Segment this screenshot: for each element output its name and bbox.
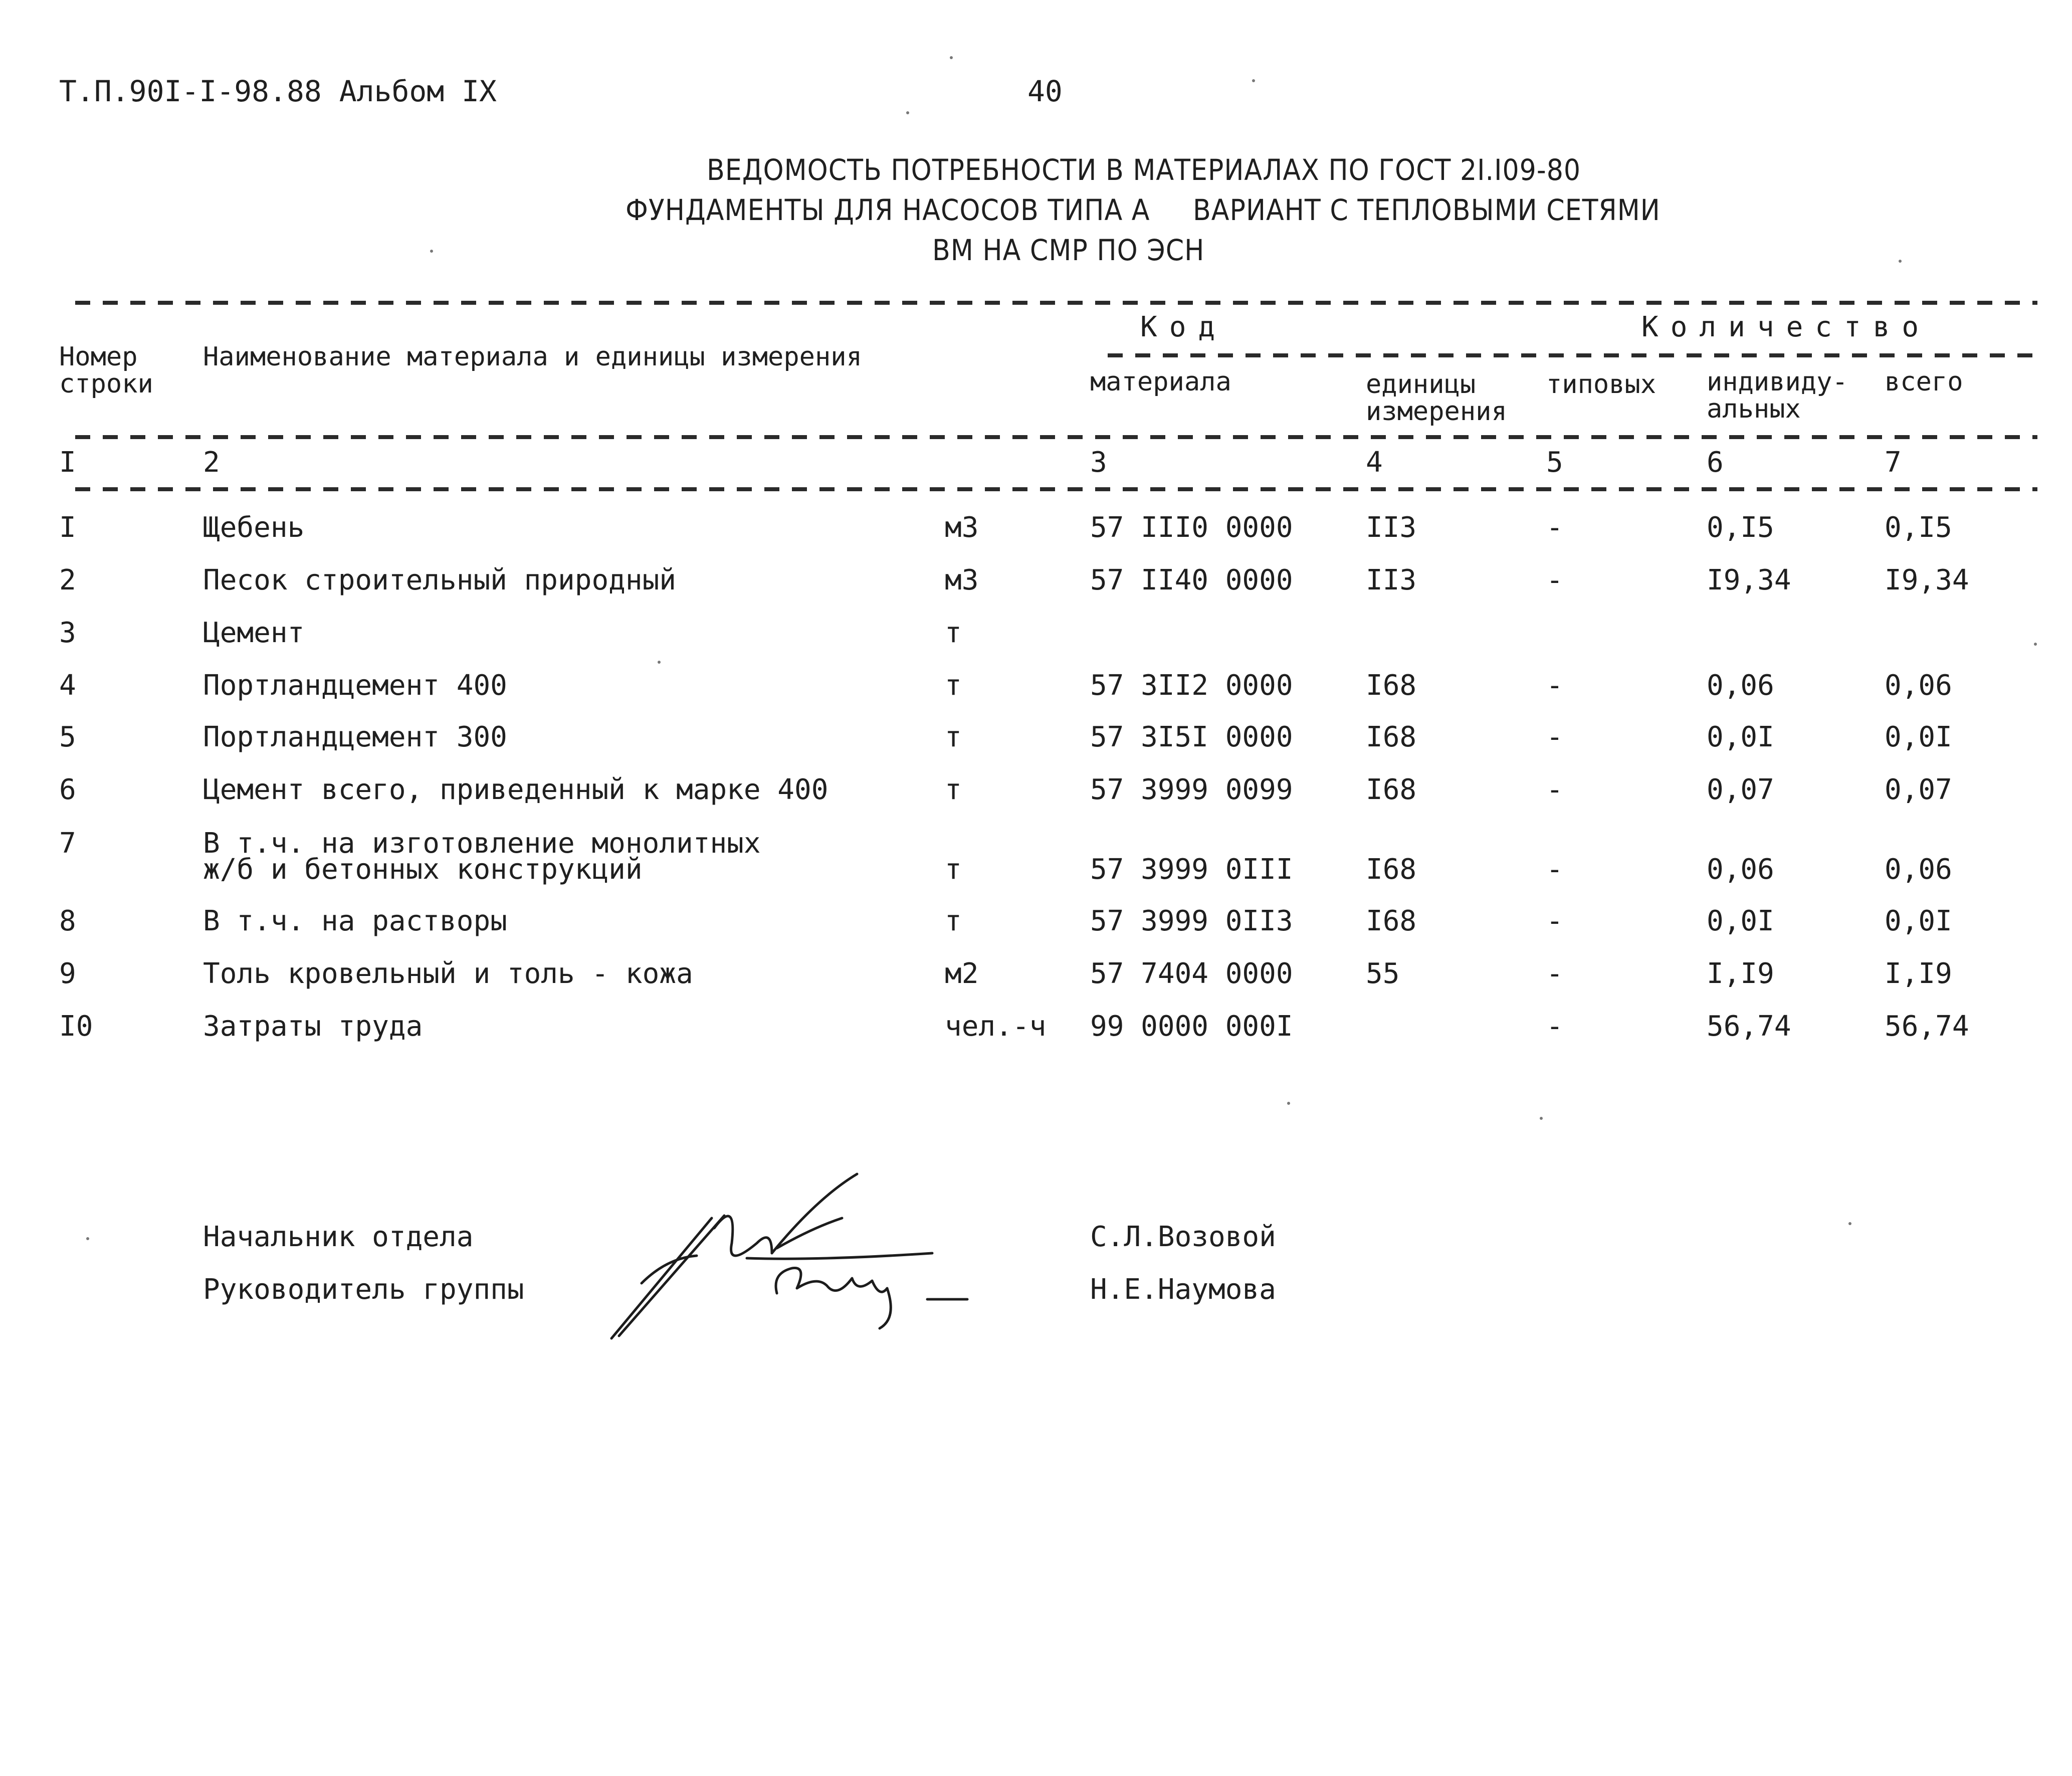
scan-speck <box>1252 79 1255 82</box>
table-row <box>0 1010 2072 1050</box>
document-code: Т.П.90I-I-98.88 Альбом IX <box>59 74 497 108</box>
row-number: 6 <box>59 773 76 806</box>
column-number: 3 <box>1090 446 1107 479</box>
signature-role-lead: Руководитель группы <box>203 1273 524 1306</box>
qty-total: 0,06 <box>1885 853 1952 886</box>
qty-typical: - <box>1546 905 1563 937</box>
table-row <box>0 511 2072 551</box>
scan-speck <box>658 661 661 664</box>
material-name: В т.ч. на изготовление монолитных <box>203 827 761 860</box>
column-number: 5 <box>1546 446 1563 479</box>
scan-speck <box>86 1237 89 1240</box>
header-unit-code-line1: единицы <box>1366 369 1476 400</box>
column-numbers-row <box>0 446 2072 486</box>
document-title: ВЕДОМОСТЬ ПОТРЕБНОСТИ В МАТЕРИАЛАХ ПО ГОСТ 2I.I09-80 <box>707 153 1581 187</box>
scan-speck <box>1899 260 1902 263</box>
row-number: 8 <box>59 905 76 937</box>
subtitle-variant: ВАРИАНТ С ТЕПЛОВЫМИ СЕТЯМИ <box>1193 193 1661 227</box>
row-number: I <box>59 511 76 544</box>
page-number: 40 <box>1027 74 1063 108</box>
header-bottom-rule <box>75 435 2037 439</box>
scan-speck <box>906 111 909 114</box>
qty-total: 0,0I <box>1885 721 1952 753</box>
row-number: 3 <box>59 617 76 649</box>
column-number: 2 <box>203 446 220 479</box>
material-name: Цемент <box>203 617 305 649</box>
header-unit-code <box>1366 371 1507 425</box>
qty-total: 0,06 <box>1885 669 1952 702</box>
qty-total: I9,34 <box>1885 564 1969 597</box>
column-number: I <box>59 446 76 479</box>
qty-typical: - <box>1546 564 1563 597</box>
unit: т <box>945 721 962 753</box>
header-qty-individual-line2: альных <box>1707 394 1801 424</box>
material-code: 57 3I5I 0000 <box>1090 721 1293 753</box>
material-code: 57 II40 0000 <box>1090 564 1293 597</box>
qty-typical: - <box>1546 669 1563 702</box>
unit: т <box>945 773 962 806</box>
table-row <box>0 827 2072 897</box>
scan-speck <box>1540 1117 1543 1120</box>
qty-individual: 0,06 <box>1707 853 1774 886</box>
material-code: 57 3II2 0000 <box>1090 669 1293 702</box>
table-row <box>0 564 2072 604</box>
material-name: Цемент всего, приведенный к марке 400 <box>203 773 828 806</box>
header-material-code: материала <box>1090 367 1231 397</box>
row-number: 7 <box>59 827 76 860</box>
qty-total: 0,07 <box>1885 773 1952 806</box>
column-numbers-rule <box>75 487 2037 491</box>
unit: т <box>945 617 962 649</box>
unit: т <box>945 853 962 886</box>
qty-individual: I,I9 <box>1707 957 1774 990</box>
header-qty-typical: типовых <box>1546 369 1656 400</box>
subtitle-object: ФУНДАМЕНТЫ ДЛЯ НАСОСОВ ТИПА А <box>626 193 1150 227</box>
qty-total: I,I9 <box>1885 957 1952 990</box>
unit-code: II3 <box>1366 511 1417 544</box>
table-row <box>0 617 2072 657</box>
material-name: Щебень <box>203 511 305 544</box>
header-row-number <box>59 343 153 398</box>
header-qty-individual-line1: индивиду- <box>1707 367 1848 397</box>
unit-code: 55 <box>1366 957 1400 990</box>
header-mid-rule <box>1108 353 2037 357</box>
unit-code: I68 <box>1366 773 1417 806</box>
material-code: 57 3999 0II3 <box>1090 905 1293 937</box>
row-number: 5 <box>59 721 76 753</box>
table-top-rule <box>75 301 2037 305</box>
qty-typical: - <box>1546 721 1563 753</box>
unit-code: I68 <box>1366 669 1417 702</box>
row-number: 4 <box>59 669 76 702</box>
unit: м3 <box>945 511 979 544</box>
qty-typical: - <box>1546 957 1563 990</box>
signature-role-head: Начальник отдела <box>203 1221 474 1253</box>
table-row <box>0 957 2072 998</box>
row-number: I0 <box>59 1010 93 1043</box>
material-code: 57 III0 0000 <box>1090 511 1293 544</box>
scan-speck <box>1848 1222 1851 1225</box>
material-name: Портландцемент 400 <box>203 669 507 702</box>
material-name: Песок строительный природный <box>203 564 677 597</box>
header-row-number-line1: Номер <box>59 342 138 372</box>
qty-total: 0,I5 <box>1885 511 1952 544</box>
material-code: 99 0000 000I <box>1090 1010 1293 1043</box>
header-qty-total: всего <box>1885 367 1963 397</box>
table-row <box>0 669 2072 709</box>
qty-individual: 0,07 <box>1707 773 1774 806</box>
table-row <box>0 773 2072 814</box>
scan-speck <box>430 250 433 253</box>
material-code: 57 3999 0099 <box>1090 773 1293 806</box>
header-quantity-group: Количество <box>1641 311 1931 343</box>
column-number: 7 <box>1885 446 1902 479</box>
material-code: 57 7404 0000 <box>1090 957 1293 990</box>
unit: т <box>945 669 962 702</box>
unit: т <box>945 905 962 937</box>
unit: м3 <box>945 564 979 597</box>
table-row <box>0 905 2072 945</box>
qty-typical: - <box>1546 511 1563 544</box>
qty-typical: - <box>1546 773 1563 806</box>
table-row <box>0 721 2072 761</box>
signature-name-head: С.Л.Возовой <box>1090 1221 1276 1253</box>
unit: м2 <box>945 957 979 990</box>
row-number: 2 <box>59 564 76 597</box>
material-name: Затраты труда <box>203 1010 423 1043</box>
unit-code: I68 <box>1366 853 1417 886</box>
material-name: В т.ч. на растворы <box>203 905 507 937</box>
material-name: Портландцемент 300 <box>203 721 507 753</box>
column-number: 4 <box>1366 446 1383 479</box>
qty-typical: - <box>1546 1010 1563 1043</box>
header-row-number-line2: строки <box>59 369 153 399</box>
signature-name-lead: Н.Е.Наумова <box>1090 1273 1276 1306</box>
unit-code: I68 <box>1366 905 1417 937</box>
qty-total: 56,74 <box>1885 1010 1969 1043</box>
unit: чел.-ч <box>945 1010 1047 1043</box>
qty-individual: I9,34 <box>1707 564 1791 597</box>
row-number: 9 <box>59 957 76 990</box>
qty-individual: 56,74 <box>1707 1010 1791 1043</box>
scan-speck <box>1287 1102 1290 1105</box>
unit-code: I68 <box>1366 721 1417 753</box>
qty-individual: 0,0I <box>1707 905 1774 937</box>
qty-individual: 0,06 <box>1707 669 1774 702</box>
qty-total: 0,0I <box>1885 905 1952 937</box>
material-code: 57 3999 0III <box>1090 853 1293 886</box>
subtitle-section: ВМ НА СМР ПО ЭСН <box>932 233 1205 267</box>
header-unit-code-line2: измерения <box>1366 397 1507 427</box>
scan-speck <box>950 56 953 59</box>
qty-individual: 0,I5 <box>1707 511 1774 544</box>
scan-speck <box>2034 643 2037 646</box>
header-qty-individual <box>1707 368 1848 423</box>
qty-individual: 0,0I <box>1707 721 1774 753</box>
column-number: 6 <box>1707 446 1724 479</box>
handwritten-signature <box>606 1168 987 1353</box>
header-code-group: Код <box>1140 311 1227 343</box>
material-name: Толь кровельный и толь - кожа <box>203 957 693 990</box>
header-material-name: Наименование материала и единицы измерения <box>203 342 862 372</box>
material-name-continued: ж/б и бетонных конструкций <box>203 853 643 886</box>
unit-code: II3 <box>1366 564 1417 597</box>
qty-typical: - <box>1546 853 1563 886</box>
